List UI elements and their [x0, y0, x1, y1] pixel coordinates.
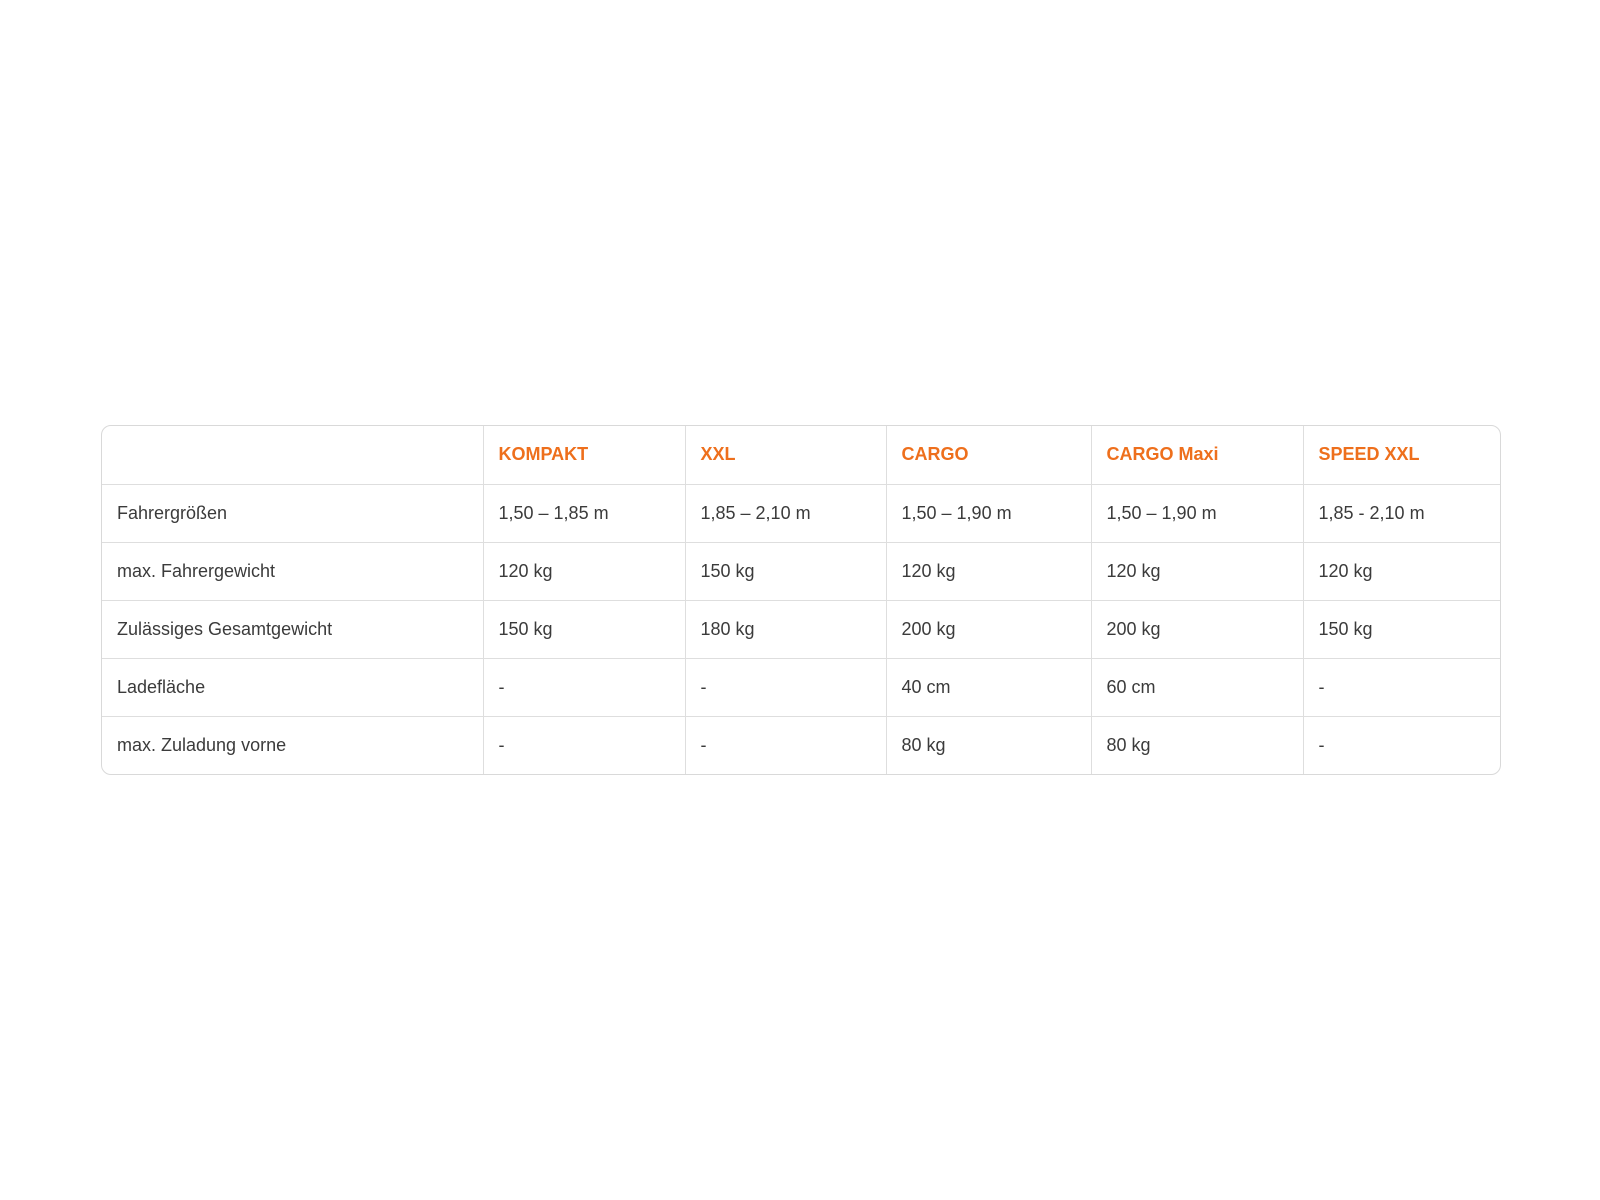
row-label: Zulässiges Gesamtgewicht: [102, 600, 483, 658]
table-cell: -: [483, 716, 685, 774]
table-cell: 1,85 – 2,10 m: [685, 484, 886, 542]
row-label: Ladefläche: [102, 658, 483, 716]
table-cell: 180 kg: [685, 600, 886, 658]
table-cell: 1,85 - 2,10 m: [1303, 484, 1500, 542]
table-cell: 60 cm: [1091, 658, 1303, 716]
header-xxl: XXL: [685, 426, 886, 484]
row-label: Fahrergrößen: [102, 484, 483, 542]
header-cargo-maxi: CARGO Maxi: [1091, 426, 1303, 484]
table-cell: 40 cm: [886, 658, 1091, 716]
row-label: max. Fahrergewicht: [102, 542, 483, 600]
table-header-row: [102, 426, 1500, 484]
table-cell: 200 kg: [1091, 600, 1303, 658]
table-cell: 150 kg: [1303, 600, 1500, 658]
header-kompakt: KOMPAKT: [483, 426, 685, 484]
table-cell: -: [483, 658, 685, 716]
table-cell: 200 kg: [886, 600, 1091, 658]
table-row: [102, 600, 1500, 658]
table-cell: 1,50 – 1,85 m: [483, 484, 685, 542]
table-row: [102, 716, 1500, 774]
table-cell: 120 kg: [483, 542, 685, 600]
table-row: [102, 484, 1500, 542]
table-cell: 1,50 – 1,90 m: [886, 484, 1091, 542]
table-cell: -: [685, 716, 886, 774]
table-row: [102, 542, 1500, 600]
comparison-table-container: [101, 425, 1501, 775]
table-cell: -: [1303, 658, 1500, 716]
row-label: max. Zuladung vorne: [102, 716, 483, 774]
header-speed-xxl: SPEED XXL: [1303, 426, 1500, 484]
header-empty-cell: [102, 426, 483, 484]
table-cell: 150 kg: [685, 542, 886, 600]
table-row: [102, 658, 1500, 716]
table-cell: 120 kg: [1303, 542, 1500, 600]
table-cell: 120 kg: [886, 542, 1091, 600]
table-cell: 80 kg: [886, 716, 1091, 774]
table-cell: -: [685, 658, 886, 716]
comparison-table: [102, 426, 1500, 774]
header-cargo: CARGO: [886, 426, 1091, 484]
table-cell: 80 kg: [1091, 716, 1303, 774]
table-cell: -: [1318, 734, 1325, 755]
table-cell: 150 kg: [483, 600, 685, 658]
table-cell: 120 kg: [1091, 542, 1303, 600]
table-cell: 1,50 – 1,90 m: [1091, 484, 1303, 542]
